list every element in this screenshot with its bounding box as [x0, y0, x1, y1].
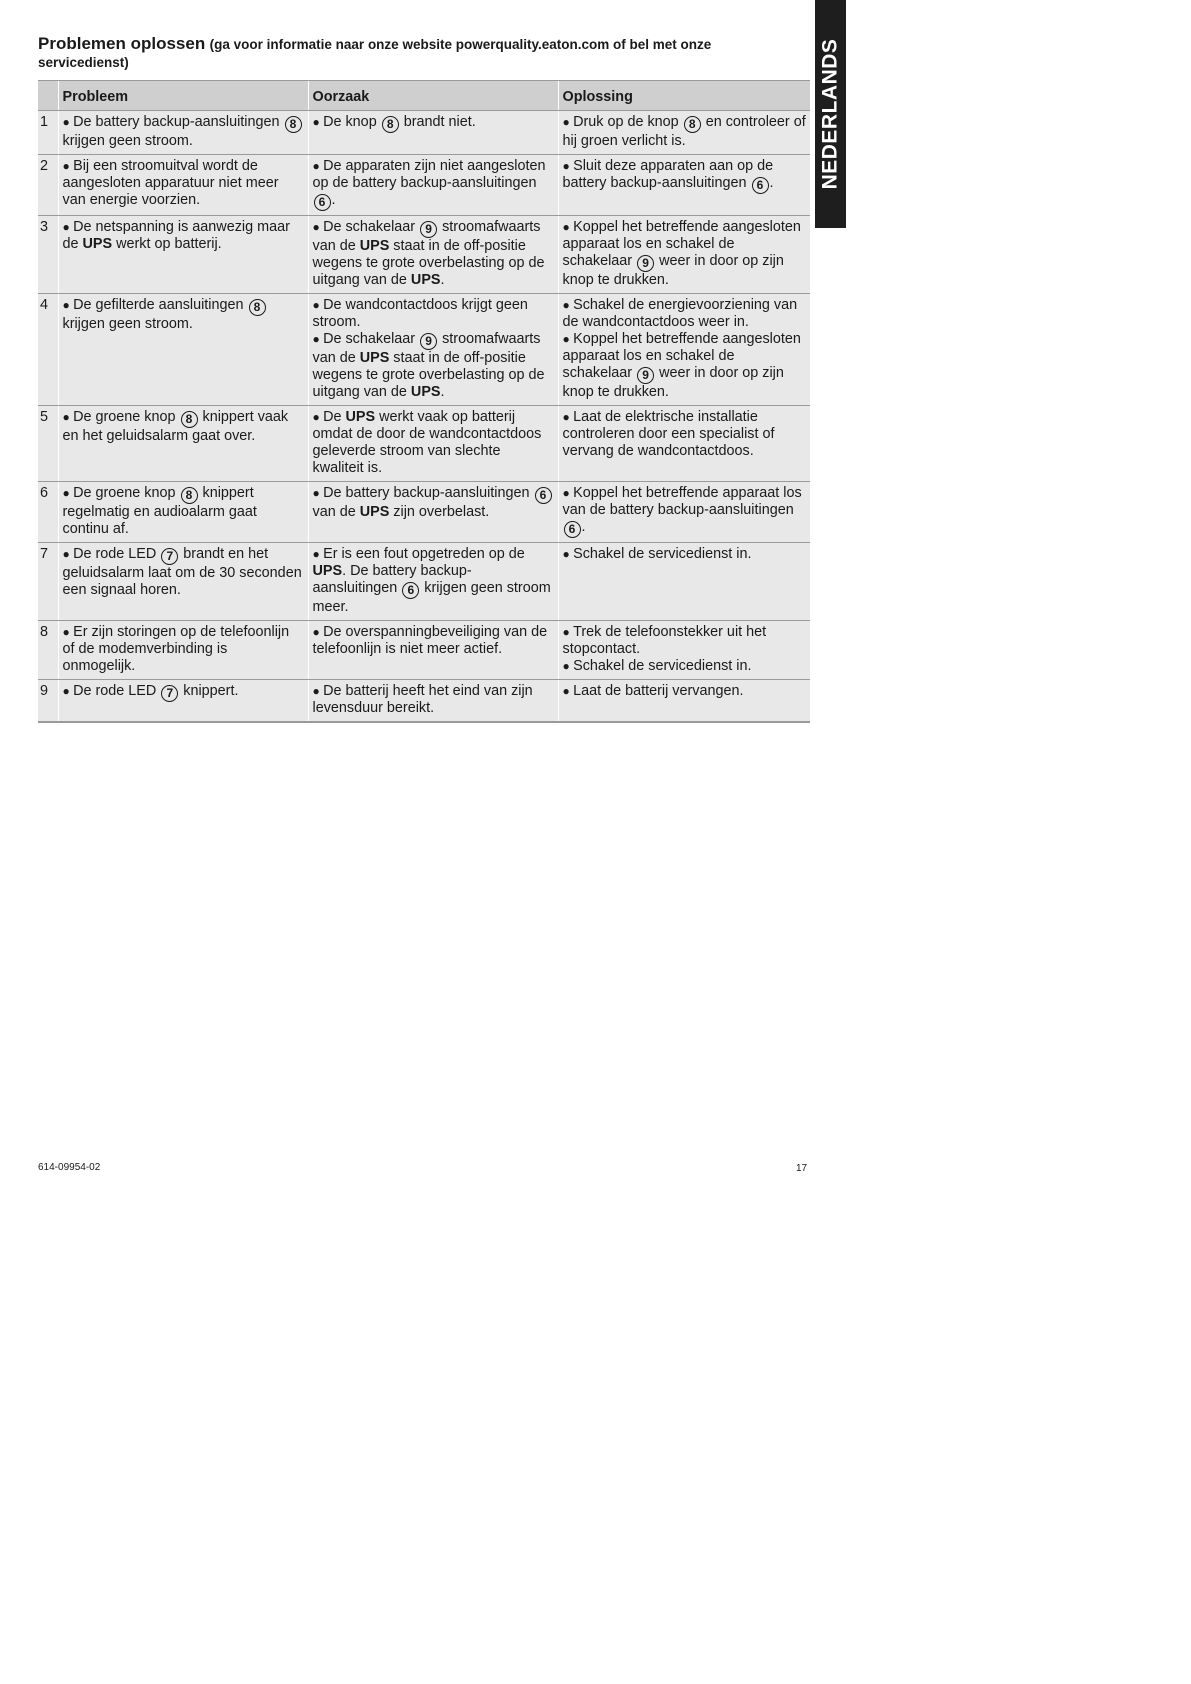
- bullet-icon: ●: [562, 410, 574, 424]
- cause-cell: [308, 294, 558, 406]
- cell-text: .: [331, 192, 336, 208]
- callout-number-icon: 9: [637, 255, 654, 272]
- header-number: [38, 81, 58, 111]
- cell-text: werkt op batterij.: [112, 236, 222, 252]
- cell-paragraph: [63, 624, 304, 675]
- cell-text: weer in door op zijn knop te drukken.: [562, 365, 784, 400]
- cell-paragraph: [313, 485, 554, 521]
- bullet-icon: ●: [562, 332, 574, 346]
- cell-paragraph: [563, 409, 807, 460]
- table-row: [38, 680, 810, 723]
- cell-text: .: [581, 519, 586, 535]
- cell-text: weer in door op zijn knop te drukken.: [562, 253, 784, 288]
- problem-cell: [58, 294, 308, 406]
- page-title: [38, 35, 758, 72]
- cell-text: Koppel het betreffende aangesloten apparaat los en schakel de schakelaar: [562, 331, 801, 381]
- cell-text: De knop: [323, 114, 381, 130]
- solution-cell: [558, 294, 810, 406]
- cell-paragraph: [63, 219, 304, 253]
- callout-number-icon: 6: [752, 177, 769, 194]
- bullet-icon: ●: [562, 659, 574, 673]
- callout-number-icon: 9: [637, 367, 654, 384]
- cell-paragraph: [313, 331, 554, 401]
- cell-text: knippert vaak en het geluidsalarm gaat over.: [62, 409, 289, 444]
- cell-paragraph: [313, 409, 554, 477]
- cause-cell: [308, 111, 558, 155]
- cell-text: Trek de telefoonstekker uit het stopcontact.: [562, 624, 767, 657]
- cell-bold-text: UPS: [359, 238, 390, 254]
- cell-bold-text: UPS: [82, 236, 113, 252]
- bullet-icon: ●: [562, 547, 574, 561]
- cell-text: De battery backup-aansluitingen: [323, 485, 534, 501]
- table-row: [38, 543, 810, 621]
- callout-number-icon: 6: [564, 521, 581, 538]
- cause-cell: [308, 543, 558, 621]
- cell-text: staat in de off-positie wegens te grote overbelasting op de uitgang van de: [312, 350, 545, 400]
- cell-paragraph: [563, 624, 807, 658]
- table-row: [38, 406, 810, 482]
- bullet-icon: ●: [562, 486, 574, 500]
- cell-paragraph: [63, 297, 304, 333]
- bullet-icon: ●: [312, 298, 324, 312]
- bullet-icon: ●: [312, 625, 324, 639]
- bullet-icon: ●: [62, 220, 74, 234]
- callout-number-icon: 8: [684, 116, 701, 133]
- bullet-icon: ●: [62, 486, 74, 500]
- cell-paragraph: [313, 158, 554, 211]
- row-number: 7: [38, 543, 58, 621]
- cause-cell: [308, 406, 558, 482]
- callout-number-icon: 8: [181, 411, 198, 428]
- cell-paragraph: [63, 158, 304, 209]
- cell-text: De rode LED: [73, 683, 161, 699]
- cell-paragraph: [63, 546, 304, 599]
- cell-text: Schakel de energievoorziening van de wandcontactdoos weer in.: [562, 297, 798, 330]
- cell-text: Schakel de servicedienst in.: [573, 546, 752, 562]
- solution-cell: [558, 111, 810, 155]
- cell-paragraph: [563, 331, 807, 401]
- cell-paragraph: [313, 114, 554, 133]
- cell-text: De groene knop: [73, 409, 180, 425]
- bullet-icon: ●: [312, 684, 324, 698]
- table-row: [38, 621, 810, 680]
- solution-cell: [558, 406, 810, 482]
- callout-number-icon: 9: [420, 221, 437, 238]
- problem-cell: [58, 216, 308, 294]
- callout-number-icon: 9: [420, 333, 437, 350]
- problem-cell: [58, 482, 308, 543]
- cell-text: .: [769, 175, 774, 191]
- callout-number-icon: 8: [181, 487, 198, 504]
- cell-paragraph: [63, 114, 304, 150]
- cell-bold-text: UPS: [410, 272, 441, 288]
- title-main: Problemen oplossen: [38, 34, 206, 53]
- bullet-icon: ●: [312, 410, 324, 424]
- page-number: 17: [796, 1163, 808, 1174]
- cell-text: krijgen geen stroom meer.: [312, 580, 551, 615]
- cell-text: Sluit deze apparaten aan op de battery backup-aansluitingen: [562, 158, 774, 191]
- problem-cell: [58, 406, 308, 482]
- cell-text: stroomafwaarts van de: [312, 331, 541, 366]
- table-row: [38, 111, 810, 155]
- cell-paragraph: [563, 546, 807, 563]
- table-body: [38, 111, 810, 723]
- cell-text: De schakelaar: [323, 331, 420, 347]
- callout-number-icon: 8: [249, 299, 266, 316]
- problem-cell: [58, 543, 308, 621]
- cell-paragraph: [313, 546, 554, 616]
- cell-paragraph: [563, 158, 807, 194]
- cause-cell: [308, 155, 558, 216]
- problem-cell: [58, 155, 308, 216]
- cell-text: .: [440, 272, 445, 288]
- cell-text: werkt vaak op batterij omdat de door de wandcontactdoos geleverde stroom van slechte kwaliteit is.: [312, 409, 542, 476]
- cell-text: Druk op de knop: [573, 114, 683, 130]
- cell-paragraph: [313, 683, 554, 717]
- callout-number-icon: 7: [161, 548, 178, 565]
- cell-text: De batterij heeft het eind van zijn levensduur bereikt.: [312, 683, 533, 716]
- cell-text: Laat de batterij vervangen.: [573, 683, 744, 699]
- row-number: 4: [38, 294, 58, 406]
- cell-bold-text: UPS: [359, 504, 390, 520]
- row-number: 1: [38, 111, 58, 155]
- cell-text: brandt niet.: [399, 114, 476, 130]
- cell-text: van de: [312, 504, 360, 520]
- cell-text: stroomafwaarts van de: [312, 219, 541, 254]
- cell-paragraph: [563, 683, 807, 700]
- cell-paragraph: [313, 297, 554, 331]
- solution-cell: [558, 543, 810, 621]
- cell-text: .: [440, 384, 445, 400]
- cell-text: De battery backup-aansluitingen: [73, 114, 284, 130]
- cell-paragraph: [63, 485, 304, 538]
- cell-paragraph: [563, 219, 807, 289]
- bullet-icon: ●: [312, 486, 324, 500]
- table-row: [38, 482, 810, 543]
- problem-cell: [58, 111, 308, 155]
- cause-cell: [308, 621, 558, 680]
- cell-text: De apparaten zijn niet aangesloten op de battery backup-aansluitingen: [312, 158, 546, 191]
- bullet-icon: ●: [312, 547, 324, 561]
- header-problem: Probleem: [58, 81, 308, 111]
- bullet-icon: ●: [562, 625, 574, 639]
- solution-cell: [558, 482, 810, 543]
- cell-bold-text: UPS: [410, 384, 441, 400]
- cell-text: Laat de elektrische installatie controleren door een specialist of vervang de wandcontactdoos.: [562, 409, 775, 459]
- cell-text: De: [323, 409, 346, 425]
- solution-cell: [558, 155, 810, 216]
- bullet-icon: ●: [312, 159, 324, 173]
- row-number: 3: [38, 216, 58, 294]
- cell-text: Schakel de servicedienst in.: [573, 658, 752, 674]
- table-row: [38, 155, 810, 216]
- bullet-icon: ●: [562, 115, 574, 129]
- solution-cell: [558, 216, 810, 294]
- solution-cell: [558, 621, 810, 680]
- cell-paragraph: [563, 297, 807, 331]
- callout-number-icon: 8: [382, 116, 399, 133]
- table-row: [38, 294, 810, 406]
- bullet-icon: ●: [562, 298, 574, 312]
- cell-text: De netspanning is aanwezig maar de: [62, 219, 290, 252]
- bullet-icon: ●: [562, 159, 574, 173]
- cell-text: en controleer of hij groen verlicht is.: [562, 114, 806, 149]
- row-number: 2: [38, 155, 58, 216]
- cell-paragraph: [563, 485, 807, 538]
- cell-text: Bij een stroomuitval wordt de aangesloten apparatuur niet meer van energie voorzien.: [62, 158, 279, 208]
- row-number: 8: [38, 621, 58, 680]
- row-number: 5: [38, 406, 58, 482]
- title-subtitle: (ga voor informatie naar onze website powerquality.eaton.com of bel met onze servicedienst): [38, 37, 712, 70]
- language-tab-label: NEDERLANDS: [818, 38, 842, 190]
- cell-text: De groene knop: [73, 485, 180, 501]
- row-number: 6: [38, 482, 58, 543]
- bullet-icon: ●: [62, 410, 74, 424]
- cell-text: . De battery backup-aansluitingen: [312, 563, 472, 596]
- cell-text: Er is een fout opgetreden op de: [323, 546, 525, 562]
- cell-text: Er zijn storingen op de telefoonlijn of de modemverbinding is onmogelijk.: [62, 624, 290, 674]
- cell-text: krijgen geen stroom.: [62, 316, 193, 332]
- troubleshooting-table: [38, 80, 810, 723]
- bullet-icon: ●: [62, 684, 74, 698]
- cell-text: zijn overbelast.: [389, 504, 490, 520]
- bullet-icon: ●: [62, 298, 74, 312]
- table-header-row: [38, 81, 810, 111]
- bullet-icon: ●: [62, 115, 74, 129]
- bullet-icon: ●: [312, 220, 324, 234]
- bullet-icon: ●: [62, 625, 74, 639]
- cause-cell: [308, 482, 558, 543]
- cell-text: krijgen geen stroom.: [62, 133, 193, 149]
- cell-text: De rode LED: [73, 546, 161, 562]
- cell-text: knippert regelmatig en audioalarm gaat continu af.: [62, 485, 257, 537]
- language-tab: [815, 0, 846, 228]
- bullet-icon: ●: [62, 159, 74, 173]
- cell-text: De wandcontactdoos krijgt geen stroom.: [312, 297, 528, 330]
- header-cause: Oorzaak: [308, 81, 558, 111]
- callout-number-icon: 8: [285, 116, 302, 133]
- cell-paragraph: [563, 114, 807, 150]
- cell-bold-text: UPS: [345, 409, 376, 425]
- cell-text: De overspanningbeveiliging van de telefoonlijn is niet meer actief.: [312, 624, 548, 657]
- cell-text: staat in de off-positie wegens te grote overbelasting op de uitgang van de: [312, 238, 545, 288]
- table-row: [38, 216, 810, 294]
- solution-cell: [558, 680, 810, 723]
- cell-bold-text: UPS: [312, 563, 343, 579]
- problem-cell: [58, 680, 308, 723]
- cell-paragraph: [313, 624, 554, 658]
- bullet-icon: ●: [562, 684, 574, 698]
- document-number: 614-09954-02: [38, 1162, 101, 1173]
- cell-paragraph: [563, 658, 807, 675]
- cell-text: De schakelaar: [323, 219, 420, 235]
- cell-paragraph: [63, 683, 304, 702]
- cell-paragraph: [313, 219, 554, 289]
- bullet-icon: ●: [62, 547, 74, 561]
- cell-text: Koppel het betreffende aangesloten apparaat los en schakel de schakelaar: [562, 219, 801, 269]
- header-solution: Oplossing: [558, 81, 810, 111]
- row-number: 9: [38, 680, 58, 723]
- callout-number-icon: 6: [314, 194, 331, 211]
- cell-bold-text: UPS: [359, 350, 390, 366]
- callout-number-icon: 6: [535, 487, 552, 504]
- cell-text: knippert.: [179, 683, 239, 699]
- cell-text: brandt en het geluidsalarm laat om de 30 seconden een signaal horen.: [62, 546, 302, 598]
- callout-number-icon: 7: [161, 685, 178, 702]
- problem-cell: [58, 621, 308, 680]
- cause-cell: [308, 680, 558, 723]
- bullet-icon: ●: [312, 115, 324, 129]
- cell-text: Koppel het betreffende apparaat los van de battery backup-aansluitingen: [562, 485, 802, 518]
- cell-text: De gefilterde aansluitingen: [73, 297, 248, 313]
- cell-paragraph: [63, 409, 304, 445]
- bullet-icon: ●: [562, 220, 574, 234]
- bullet-icon: ●: [312, 332, 324, 346]
- cause-cell: [308, 216, 558, 294]
- callout-number-icon: 6: [402, 582, 419, 599]
